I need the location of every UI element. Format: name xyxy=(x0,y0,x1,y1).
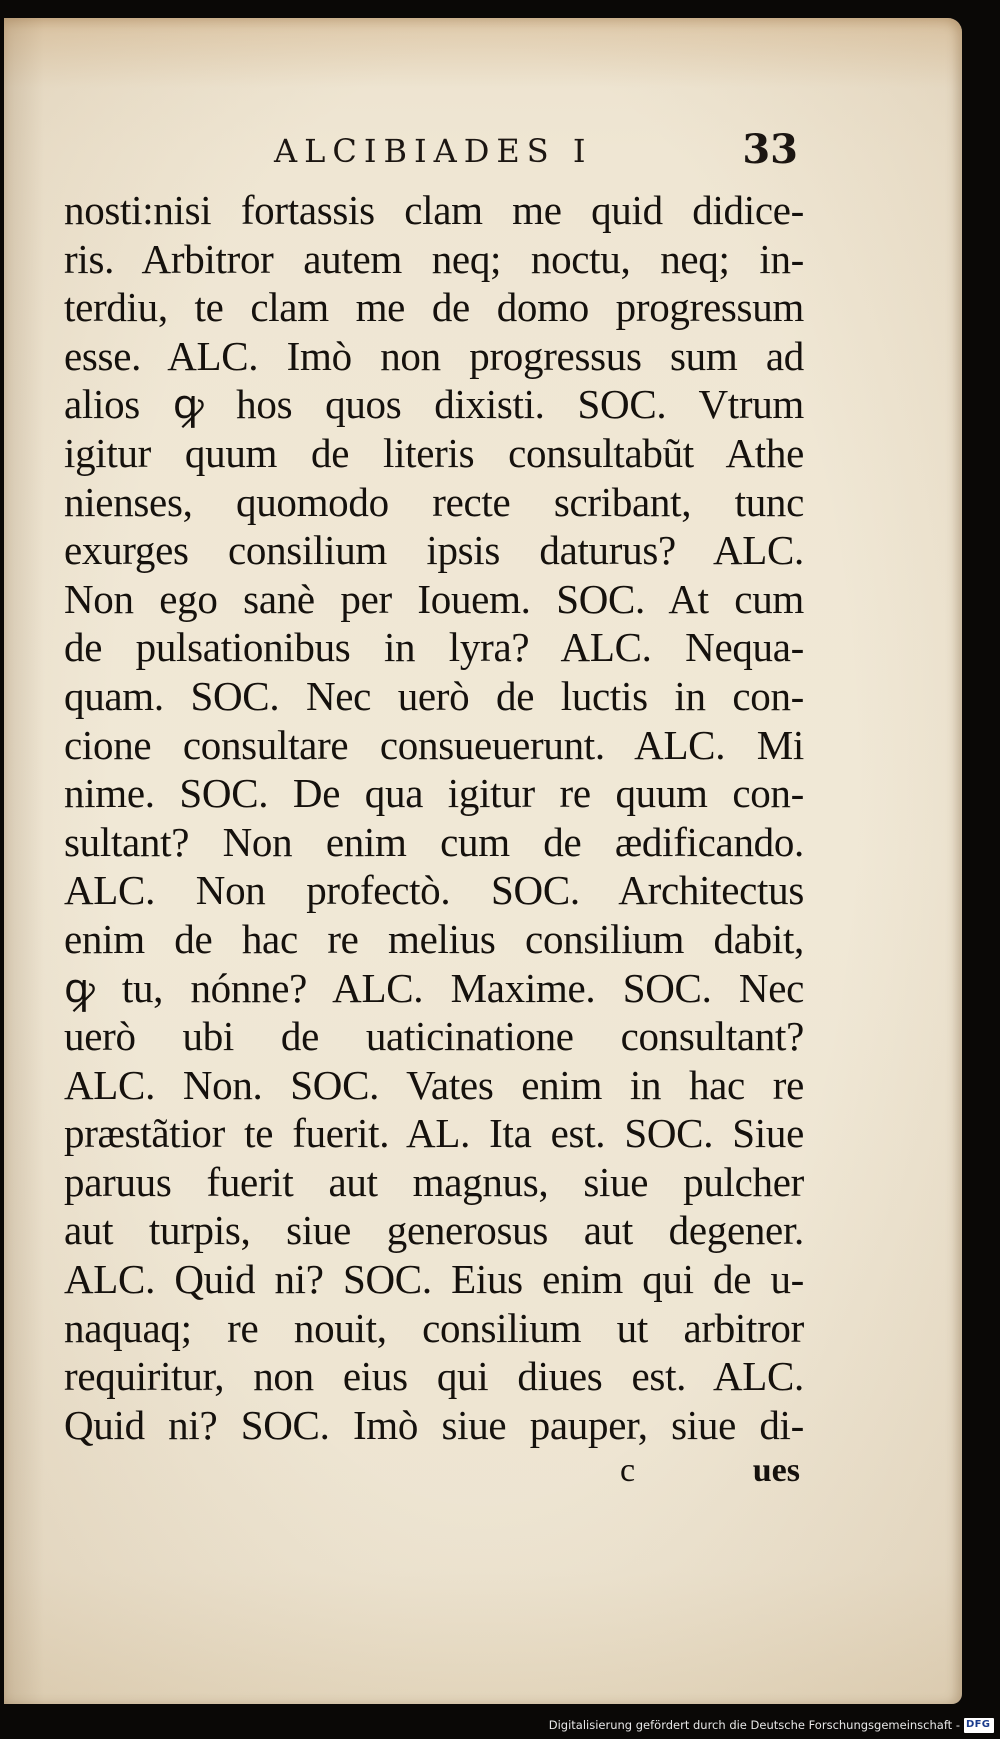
text-line: nienses, quomodo recte scribant, tunc xyxy=(64,478,804,525)
book-page xyxy=(4,18,962,1704)
text-line: aut turpis, siue generosus aut degener. xyxy=(64,1207,804,1254)
text-line: ALC. Non profectò. SOC. Architectus xyxy=(64,867,804,914)
running-head xyxy=(62,126,798,176)
text-line: naquaq; re nouit, consilium ut arbitror xyxy=(64,1304,804,1351)
text-line: terdiu, te clam me de domo progressum xyxy=(64,284,804,331)
text-line: nosti:nisi fortassis clam me quid didice- xyxy=(64,187,804,233)
text-line: alios ꝙ hos quos dixisti. SOC. Vtrum xyxy=(64,381,804,428)
text-line: Non ego sanè per Iouem. SOC. At cum xyxy=(64,575,804,622)
folio-number: 33 xyxy=(742,126,798,173)
dfg-logo-text: DFG xyxy=(966,1719,991,1730)
text-line: ꝙ tu, nónne? ALC. Maxime. SOC. Nec xyxy=(64,964,804,1011)
text-line: cione consultare consueuerunt. ALC. Mi xyxy=(64,721,804,768)
text-line: nime. SOC. De qua igitur re quum con- xyxy=(64,770,804,817)
text-line: præstãtior te fuerit. AL. Ita est. SOC. Siue xyxy=(64,1110,804,1157)
running-title: ALCIBIADES I xyxy=(274,132,593,170)
text-line: de pulsationibus in lyra? ALC. Nequa- xyxy=(64,624,804,671)
funding-credit-bar xyxy=(0,1713,1000,1739)
dfg-logo-icon xyxy=(964,1718,994,1733)
signature-mark: c xyxy=(620,1452,636,1489)
text-line: Quid ni? SOC. Imò siue pauper, siue di- xyxy=(64,1401,804,1448)
page-foot xyxy=(64,1452,800,1496)
body-text xyxy=(64,186,804,1449)
text-line: ALC. Quid ni? SOC. Eius enim qui de u- xyxy=(64,1256,804,1303)
catchword: ues xyxy=(752,1452,800,1489)
text-line: quam. SOC. Nec uerò de luctis in con- xyxy=(64,672,804,719)
text-line: enim de hac re melius consilium dabit, xyxy=(64,915,804,962)
text-line: ALC. Non. SOC. Vates enim in hac re xyxy=(64,1061,804,1108)
text-line: requiritur, non eius qui diues est. ALC. xyxy=(64,1353,804,1400)
funding-credit: Digitalisierung gefördert durch die Deutsche Forschungsgemeinschaft - xyxy=(548,1718,960,1732)
text-line: paruus fuerit aut magnus, siue pulcher xyxy=(64,1158,804,1205)
text-line: sultant? Non enim cum de ædificando. xyxy=(64,818,804,865)
text-line: exurges consilium ipsis daturus? ALC. xyxy=(64,527,804,574)
text-line: uerò ubi de uaticinatione consultant? xyxy=(64,1013,804,1060)
text-line: igitur quum de literis consultabũt Athe xyxy=(64,429,804,476)
text-line: ris. Arbitror autem neq; noctu, neq; in- xyxy=(64,235,804,282)
text-line: esse. ALC. Imò non progressus sum ad xyxy=(64,332,804,379)
